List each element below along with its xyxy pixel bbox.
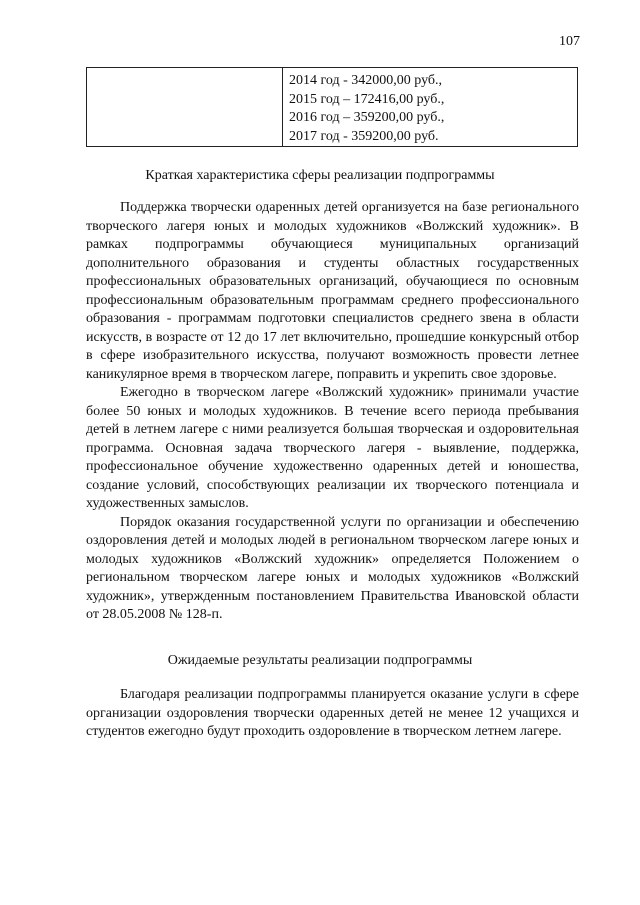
section-heading-results: Ожидаемые результаты реализации подпрограммы <box>167 653 473 668</box>
funding-line-2014: 2014 год - 342000,00 руб., <box>289 73 443 88</box>
section-heading-characteristics: Краткая характеристика сферы реализации подпрограммы <box>145 168 495 183</box>
table-row <box>87 68 578 147</box>
paragraph-annual: Ежегодно в творческом лагере «Волжский художник» принимали участие более 50 юных и молодых художников. В течение всего периода пребывания детей в летнем лагере с ними реализуется большая творческая и оздоровительная программа. Основная задача творческого лагеря - выявление, поддержка, профессиональное обучение художественно одаренных детей и юношества, создание условий, способствующих реализации их творческого потенциала и художественных замыслов. <box>86 385 579 511</box>
funding-line-2015: 2015 год – 172416,00 руб., <box>289 91 445 107</box>
page-number: 107 <box>559 34 580 49</box>
funding-line-2017: 2017 год - 359200,00 руб. <box>289 128 439 144</box>
funding-table <box>86 67 578 147</box>
paragraph-support: Поддержка творчески одаренных детей организуется на базе регионального творческого лагеря юных и молодых художников «Волжский художник». В рамках подпрограммы обучающиеся муниципальных организаций дополнительного образования и студенты областных государственных профессиональных образовательных организаций, обучающиеся по основным профессиональным образовательным программам среднего профессионального образования - программам подготовки специалистов среднего звена в области искусств, в возрасте от 12 до 17 лет включительно, прошедшие конкурсный отбор в сфере изобразительного искусства, получают возможность провести летнее каникулярное время в творческом лагере, поправить и укрепить свое здоровье. <box>86 200 579 382</box>
funding-values-cell <box>283 68 578 147</box>
table-label-cell <box>87 68 283 147</box>
paragraph-procedure: Порядок оказания государственной услуги по организации и обеспечению оздоровления детей и молодых людей в региональном творческом лагере юных и молодых художников «Волжский художник» определяется Положением о региональном творческом лагере юных и молодых художников «Волжский художник», утвержденным постановлением Правительства Ивановской области от 28.05.2008 № 128-п. <box>86 514 579 622</box>
section-body-characteristics <box>86 199 579 625</box>
paragraph-results: Благодаря реализации подпрограммы планируется оказание услуги в сфере организации оздоровления творчески одаренных детей не менее 12 учащихся и студентов ежегодно будут проходить оздоровление в творческом летнем лагере. <box>86 687 579 739</box>
section-body-results <box>86 686 579 742</box>
funding-line-2016: 2016 год – 359200,00 руб., <box>289 110 445 125</box>
